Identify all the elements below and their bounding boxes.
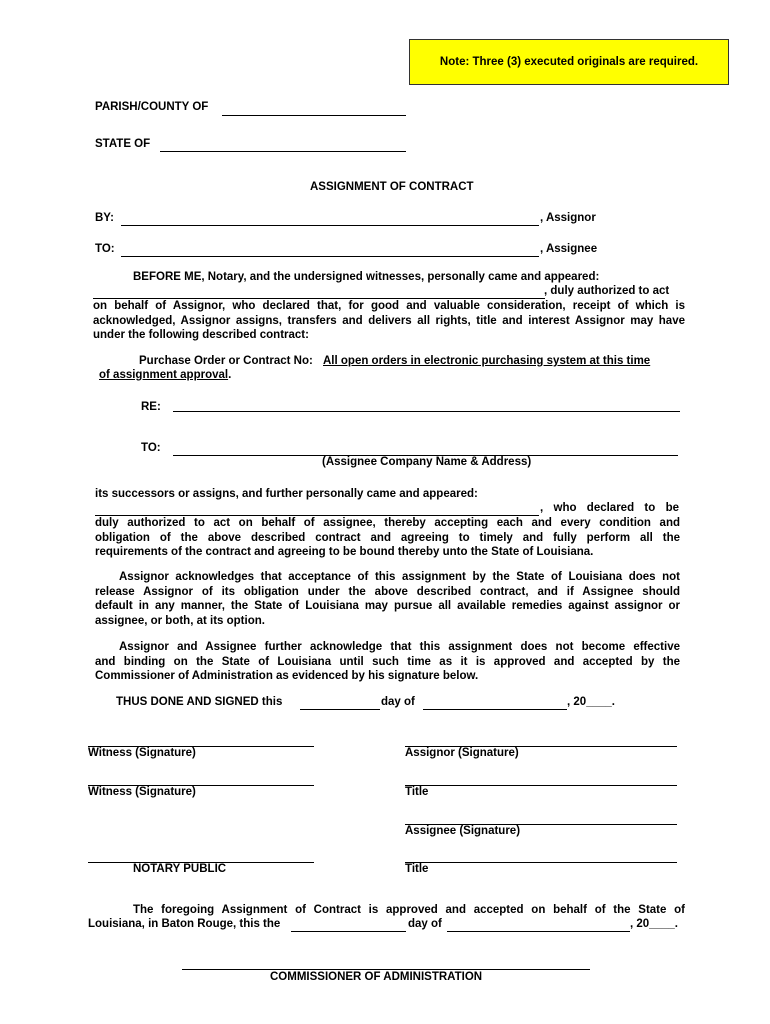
para4-line1: Assignor and Assignee further acknowledge that this assignment does not become effective (119, 641, 680, 653)
para2-body (95, 516, 680, 560)
witness-sig-label-1: Witness (Signature) (88, 747, 196, 759)
witness-sig-label-2: Witness (Signature) (88, 786, 196, 798)
thus-done-label: THUS DONE AND SIGNED this (116, 696, 283, 708)
assignee-sig-label: Assignee (Signature) (405, 825, 521, 837)
parish-label: PARISH/COUNTY OF (95, 101, 209, 113)
para1-line5: under the following described contract: (93, 329, 309, 341)
month-field-line[interactable] (423, 709, 567, 710)
para1-line1: BEFORE ME, Notary, and the undersigned witnesses, personally came and appeared: (133, 271, 600, 283)
para2-line4: requirements of the contract and agreeing to be bound thereby unto the State of Louisiana. (95, 546, 594, 558)
para5-line1: The foregoing Assignment of Contract is approved and accepted on behalf of the State of (133, 904, 685, 916)
po-label: Purchase Order or Contract No: (139, 355, 313, 367)
para1-body (93, 299, 685, 343)
commissioner-label: COMMISSIONER OF ADMINISTRATION (270, 971, 483, 983)
day-field-line[interactable] (300, 709, 380, 710)
title-label-1: Title (405, 786, 429, 798)
notary-public-label: NOTARY PUBLIC (133, 863, 227, 875)
comma-20: , 20 (567, 696, 587, 708)
para4-body (95, 640, 680, 684)
para4-line2: and binding on the State of Louisiana until such time as it is approved and accepted by the (95, 655, 680, 668)
assignee-suffix: , Assignee (540, 243, 598, 255)
parish-field-line[interactable] (222, 115, 406, 116)
assignor-sig-label: Assignor (Signature) (405, 747, 519, 759)
successors-line: its successors or assigns, and further personally came and appeared: (95, 488, 478, 500)
commissioner-signature-line[interactable] (182, 969, 590, 970)
state-field-line[interactable] (160, 151, 406, 152)
note-box (409, 39, 729, 85)
para3-line4: assignee, or both, at its option. (95, 614, 265, 627)
po-value-line2-wrap (99, 369, 231, 381)
approval-day-line[interactable] (291, 931, 406, 932)
approval-month-line[interactable] (447, 931, 630, 932)
re-field-line[interactable] (173, 411, 680, 412)
para3-line3: default in any manner, the State of Louisiana may pursue all available remedies against assignor or (95, 600, 680, 612)
assignor-field-line[interactable] (121, 225, 539, 226)
para2-line1-suffix: , who declared to be (540, 502, 679, 514)
by-label: BY: (95, 212, 114, 224)
para5-line1-wrap (95, 904, 685, 916)
para2-line3: obligation of the above described contract and agreeing to timely and fully perform all the (95, 531, 680, 544)
para1-line3: on behalf of Assignor, who declared that, for good and valuable consideration, receipt of which is (93, 300, 685, 312)
po-value-line1: All open orders in electronic purchasing system at this time (323, 355, 651, 367)
assignor-title-line[interactable] (405, 785, 677, 786)
title-label-2: Title (405, 863, 429, 875)
para2-line2: duly authorized to act on behalf of assignee, thereby accepting each and every condition and (95, 517, 680, 529)
para1-line4: acknowledged, Assignor assigns, transfers and delivers all rights, title and interest Assignor may have (93, 314, 685, 327)
po-period: . (228, 369, 232, 381)
to2-label: TO: (141, 442, 161, 454)
year-label (567, 696, 615, 708)
year-blank: ____. (586, 696, 615, 708)
para5-line2c: , 20____. (630, 918, 678, 930)
para1-line2-suffix: , duly authorized to act (544, 285, 670, 297)
assignee-title-line[interactable] (405, 862, 677, 863)
para5-line2b: day of (408, 918, 442, 930)
day-of-label: day of (381, 696, 415, 708)
para3-line2: release Assignor of its obligation under the above described contract, and if Assignee should (95, 585, 680, 598)
assignee-field-line[interactable] (121, 256, 539, 257)
para3-body (95, 570, 680, 628)
state-label: STATE OF (95, 138, 151, 150)
re-label: RE: (141, 401, 161, 413)
po-value-line2: of assignment approval (99, 369, 229, 381)
note-text: Note: Three (3) executed originals are required. (439, 56, 699, 68)
to-label: TO: (95, 243, 115, 255)
assignor-suffix: , Assignor (540, 212, 596, 224)
document-title: ASSIGNMENT OF CONTRACT (310, 181, 474, 193)
para3-line1: Assignor acknowledges that acceptance of this assignment by the State of Louisiana does not (119, 571, 680, 583)
para4-line3: Commissioner of Administration as evidenced by his signature below. (95, 670, 479, 682)
assignee-caption: (Assignee Company Name & Address) (322, 456, 532, 468)
para5-line2a: Louisiana, in Baton Rouge, this the (88, 918, 281, 930)
